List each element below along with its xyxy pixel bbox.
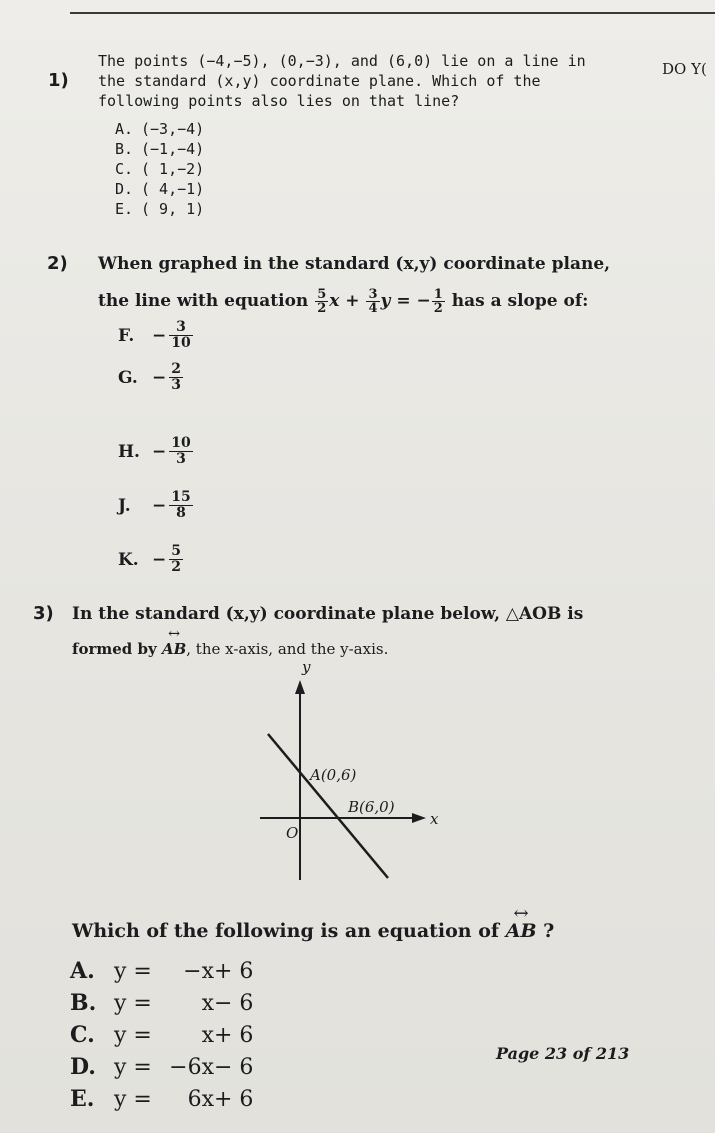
q2-number: 2) [47, 253, 68, 274]
frac-num: 2 [171, 361, 181, 377]
frac-num: 5 [317, 287, 327, 302]
frac-num: 1 [433, 287, 443, 302]
choice-eq-term: 6x [187, 1087, 214, 1112]
choice-eq-y: y = [114, 991, 152, 1016]
q1-line-1: The points (−4,−5), (0,−3), and (6,0) lie on a line in [98, 52, 586, 70]
choice-eq-const: − 6 [214, 1055, 254, 1080]
choice-eq-y: y = [114, 1055, 152, 1080]
choice-eq-y: y = [114, 1087, 152, 1112]
top-rule [70, 12, 715, 14]
choice-sign: − [152, 367, 167, 388]
x-axis-label: x [430, 810, 439, 828]
choice-label: E. [70, 1086, 95, 1112]
choice-eq-term: x [201, 1023, 214, 1048]
choice-label: A. [70, 958, 95, 984]
choice-eq-term: −6x [169, 1055, 214, 1080]
q2-choice-f[interactable] [118, 320, 194, 351]
choice-label: A. [115, 120, 134, 138]
choice-eq-term: −x [183, 959, 214, 984]
coordinate-graph [240, 650, 460, 890]
point-a-label: A(0,6) [310, 766, 357, 784]
corner-label: DO Y( [662, 60, 707, 78]
q3-choice-d[interactable] [70, 1054, 253, 1080]
q3-question [72, 920, 554, 942]
choice-eq-const: + 6 [214, 1087, 254, 1112]
frac-den: 10 [171, 335, 191, 351]
choice-label: B. [115, 140, 134, 158]
q2-choice-j[interactable] [118, 490, 194, 521]
frac-num: 10 [171, 435, 191, 451]
q2-line-1: When graphed in the standard (x,y) coordinate plane, [98, 254, 611, 274]
q3-choice-c[interactable] [70, 1022, 253, 1048]
q3-line-1: In the standard (x,y) coordinate plane below, △AOB is [72, 604, 584, 624]
choice-sign: − [152, 495, 167, 516]
y-axis-label: y [302, 658, 311, 676]
q3-question-pre: Which of the following is an equation of [72, 920, 500, 942]
choice-fraction [169, 490, 192, 521]
q2-choice-g[interactable] [118, 362, 184, 393]
line-ab-label-2: ↔ AB [506, 920, 537, 942]
choice-label: G. [118, 367, 138, 388]
choice-label: C. [70, 1022, 95, 1048]
choice-sign: − [152, 549, 167, 570]
line-ab-label: ↔ AB [162, 640, 186, 658]
frac-den: 4 [368, 301, 378, 316]
frac-den: 8 [176, 505, 186, 521]
frac-num: 3 [169, 320, 192, 336]
q1-choice-d[interactable] [115, 180, 204, 198]
frac-num: 3 [368, 287, 378, 302]
choice-eq-y: y = [114, 1023, 152, 1048]
eq-y-term: y = − [380, 291, 431, 311]
page-footer: Page 23 of 213 [496, 1044, 630, 1063]
choice-label: C. [115, 160, 134, 178]
eq-x-term: x + [329, 291, 360, 311]
point-b-label: B(6,0) [348, 798, 395, 816]
choice-label: D. [70, 1054, 96, 1080]
eq-fraction-b [366, 288, 379, 315]
choice-label: J. [118, 495, 131, 516]
frac-den: 2 [433, 301, 443, 316]
choice-label: F. [118, 325, 135, 346]
choice-label: B. [70, 990, 97, 1016]
choice-value: ( 9, 1) [141, 200, 205, 218]
choice-label: D. [115, 180, 134, 198]
q2-line-2-pre: the line with equation [98, 291, 309, 311]
x-axis-arrow-icon [412, 813, 426, 823]
origin-label: O [286, 824, 299, 842]
frac-den: 2 [317, 301, 327, 316]
frac-num: 5 [171, 543, 181, 559]
choice-value: (−3,−4) [141, 120, 205, 138]
q3-question-post: ? [543, 920, 555, 942]
q1-choice-b[interactable] [115, 140, 204, 158]
q2-line-2 [98, 288, 588, 315]
q2-choice-k[interactable] [118, 544, 184, 575]
choice-fraction [169, 436, 192, 467]
y-axis-arrow-icon [295, 680, 305, 694]
choice-eq-const: + 6 [214, 1023, 254, 1048]
frac-num: 15 [171, 489, 191, 505]
q3-line-2-post: , the x-axis, and the y-axis. [186, 640, 389, 658]
choice-sign: − [152, 325, 167, 346]
q1-choice-a[interactable] [115, 120, 204, 138]
frac-den: 3 [176, 451, 186, 467]
choice-fraction [169, 320, 192, 351]
q3-choice-a[interactable] [70, 958, 253, 984]
q1-choice-e[interactable] [115, 200, 204, 218]
q2-choice-h[interactable] [118, 436, 194, 467]
q1-line-3: following points also lies on that line? [98, 92, 460, 110]
choice-fraction [169, 362, 183, 393]
choice-eq-y: y = [114, 959, 152, 984]
q1-line-2: the standard (x,y) coordinate plane. Which of the [98, 72, 541, 90]
choice-label: K. [118, 549, 139, 570]
choice-eq-term: x [201, 991, 214, 1016]
q3-choice-b[interactable] [70, 990, 253, 1016]
choice-label: E. [115, 200, 134, 218]
choice-eq-const: − 6 [214, 991, 254, 1016]
q3-number: 3) [33, 603, 54, 624]
choice-eq-const: + 6 [214, 959, 254, 984]
frac-den: 3 [171, 377, 181, 393]
q2-line-2-post: has a slope of: [451, 291, 589, 311]
q1-choice-c[interactable] [115, 160, 204, 178]
q1-number: 1) [48, 70, 69, 91]
eq-fraction-c [432, 288, 445, 315]
choice-fraction [169, 544, 183, 575]
q3-line-2-pre: formed by [72, 640, 157, 658]
choice-value: ( 1,−2) [141, 160, 205, 178]
choice-label: H. [118, 441, 140, 462]
choice-sign: − [152, 441, 167, 462]
eq-fraction-a [315, 288, 328, 315]
frac-den: 2 [171, 559, 181, 575]
q3-choice-e[interactable] [70, 1086, 253, 1112]
choice-value: ( 4,−1) [141, 180, 205, 198]
choice-value: (−1,−4) [141, 140, 205, 158]
